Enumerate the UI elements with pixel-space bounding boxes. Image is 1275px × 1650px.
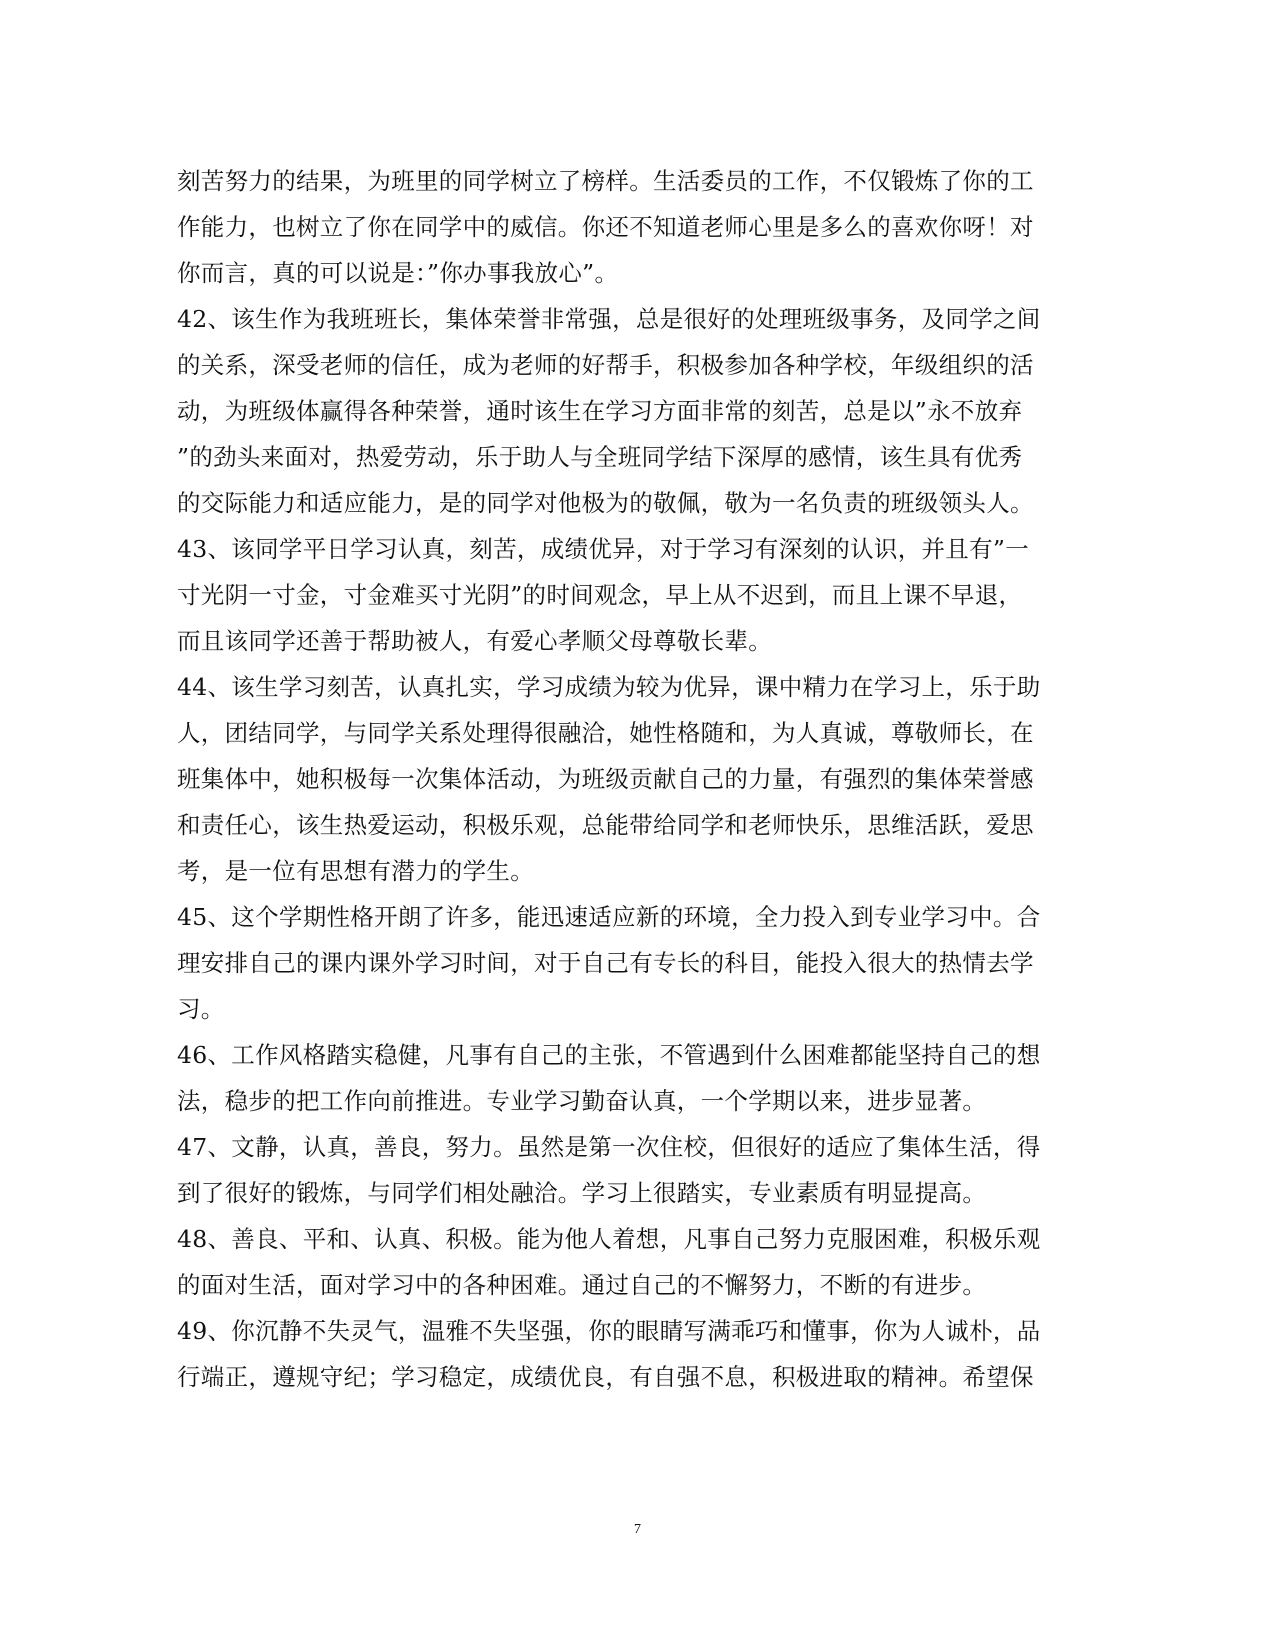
text-line: 47、文静，认真，善良，努力。虽然是第一次住校，但很好的适应了集体生活，得 (177, 1133, 1041, 1161)
document-body (177, 158, 1057, 1400)
text-line: 法，稳步的把工作向前推进。专业学习勤奋认真，一个学期以来，进步显著。 (177, 1087, 987, 1115)
text-line: 班集体中，她积极每一次集体活动，为班级贡献自己的力量，有强烈的集体荣誉感 (177, 765, 1034, 793)
text-line: 的交际能力和适应能力，是的同学对他极为的敬佩，敬为一名负责的班级领头人。 (177, 489, 1034, 517)
text-line: 44、该生学习刻苦，认真扎实，学习成绩为较为优异，课中精力在学习上，乐于助 (177, 673, 1041, 701)
text-line: 行端正，遵规守纪；学习稳定，成绩优良，有自强不息，积极进取的精神。希望保 (177, 1363, 1034, 1391)
text-line: 42、该生作为我班班长，集体荣誉非常强，总是很好的处理班级事务，及同学之间 (177, 305, 1041, 333)
text-line: 动，为班级体赢得各种荣誉，通时该生在学习方面非常的刻苦，总是以”永不放弃 (177, 397, 1023, 425)
text-line: 的关系，深受老师的信任，成为老师的好帮手，积极参加各种学校，年级组织的活 (177, 351, 1034, 379)
text-line: 理安排自己的课内课外学习时间，对于自己有专长的科目，能投入很大的热情去学 (177, 949, 1034, 977)
text-line: 到了很好的锻炼，与同学们相处融洽。学习上很踏实，专业素质有明显提高。 (177, 1179, 987, 1207)
text-line: 寸光阴一寸金，寸金难买寸光阴”的时间观念，早上从不迟到，而且上课不早退， (177, 581, 1023, 609)
text-line: 而且该同学还善于帮助被人，有爱心孝顺父母尊敬长辈。 (177, 627, 772, 655)
text-line: 和责任心，该生热爱运动，积极乐观，总能带给同学和老师快乐，思维活跃，爱思 (177, 811, 1034, 839)
text-line: ”的劲头来面对，热爱劳动，乐于助人与全班同学结下深厚的感情，该生具有优秀 (177, 443, 1023, 471)
text-line: 49、你沉静不失灵气，温雅不失坚强，你的眼睛写满乖巧和懂事，你为人诚朴，品 (177, 1317, 1041, 1345)
text-line: 48、善良、平和、认真、积极。能为他人着想，凡事自己努力克服困难，积极乐观 (177, 1225, 1041, 1253)
page-number: 7 (634, 1522, 641, 1537)
text-line: 你而言，真的可以说是：”你办事我放心”。 (177, 259, 619, 287)
text-line: 习。 (177, 995, 225, 1023)
text-line: 45、这个学期性格开朗了许多，能迅速适应新的环境，全力投入到专业学习中。合 (177, 903, 1041, 931)
text-line: 人，团结同学，与同学关系处理得很融洽，她性格随和，为人真诚，尊敬师长，在 (177, 719, 1034, 747)
text-line: 43、该同学平日学习认真，刻苦，成绩优异，对于学习有深刻的认识，并且有”一 (177, 535, 1030, 563)
text-line: 作能力，也树立了你在同学中的威信。你还不知道老师心里是多么的喜欢你呀！对 (177, 213, 1034, 241)
text-line: 46、工作风格踏实稳健，凡事有自己的主张，不管遇到什么困难都能坚持自己的想 (177, 1041, 1041, 1069)
text-line: 考，是一位有思想有潜力的学生。 (177, 857, 534, 885)
text-line: 的面对生活，面对学习中的各种困难。通过自己的不懈努力，不断的有进步。 (177, 1271, 987, 1299)
text-line: 刻苦努力的结果，为班里的同学树立了榜样。生活委员的工作，不仅锻炼了你的工 (177, 167, 1034, 195)
